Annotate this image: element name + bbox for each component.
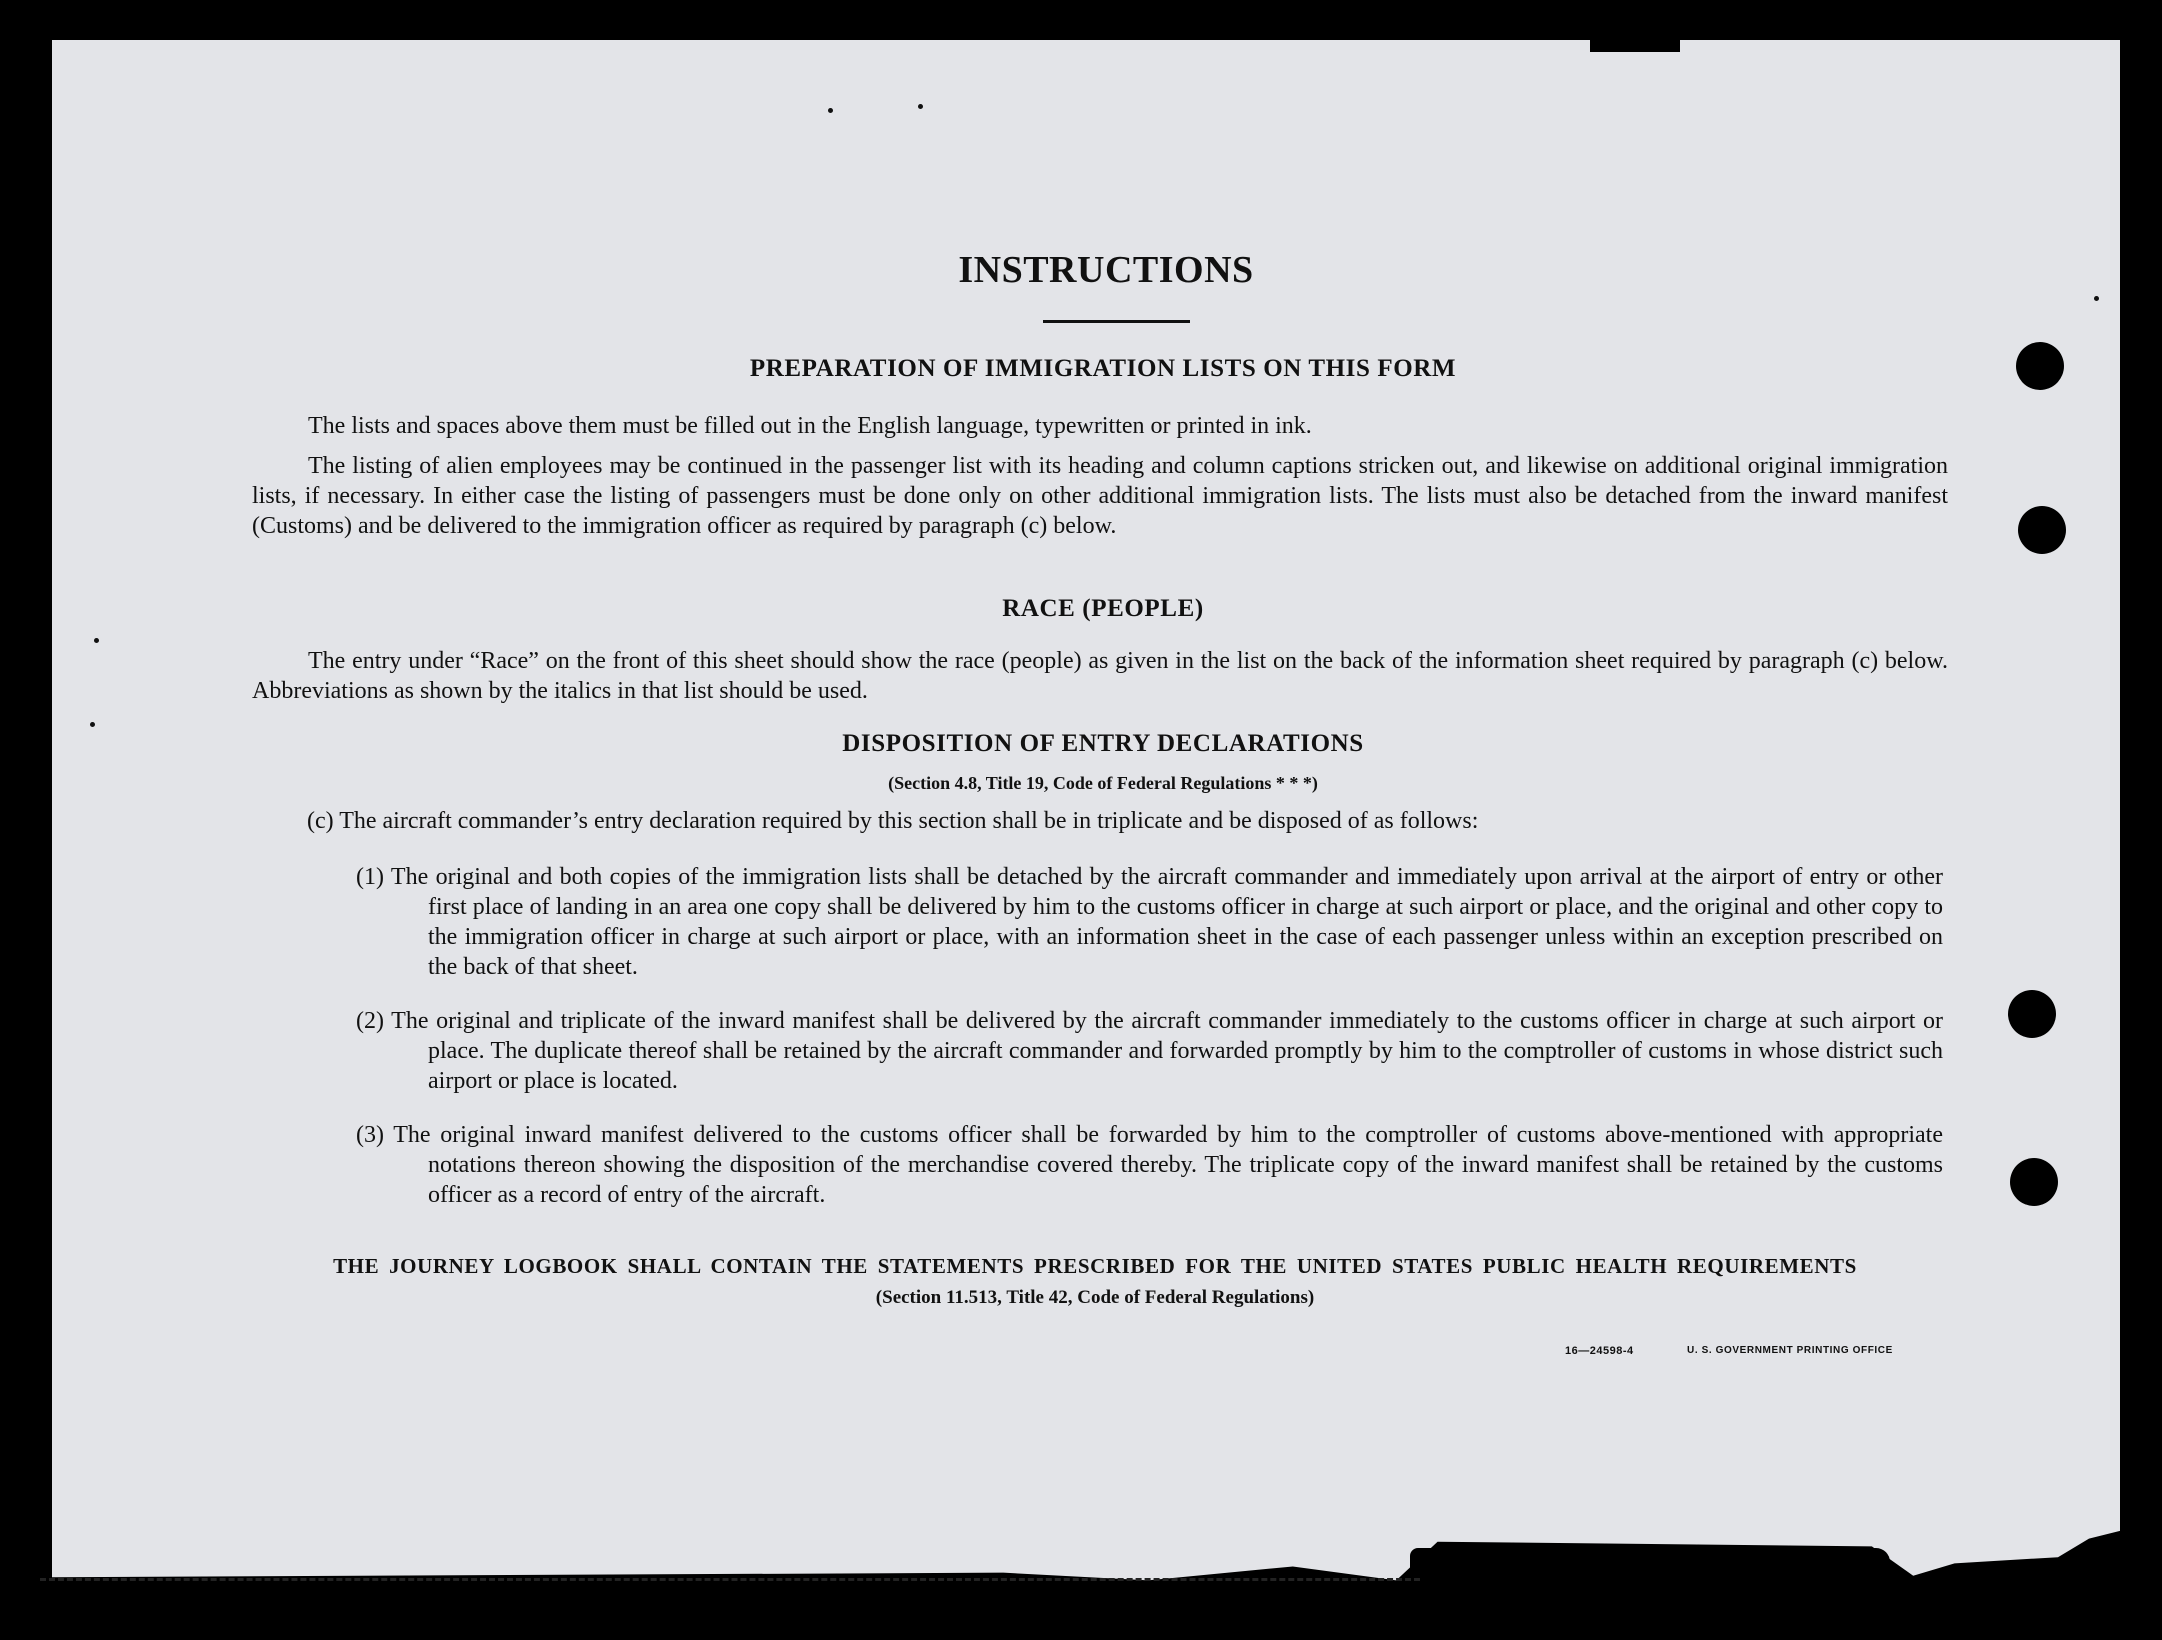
print-code: 16—24598-4 [1565, 1345, 1634, 1357]
paragraph-race: The entry under “Race” on the front of this sheet should show the race (people) as given in the list on the back of the information sheet required by paragraph (c) below. Abbreviations as shown by the italics in that list should be used. [252, 648, 1948, 704]
paragraph-language: The lists and spaces above them must be filled out in the English language, typewritten or printed in ink. [308, 413, 1312, 439]
printer-imprint: U. S. GOVERNMENT PRINTING OFFICE [1687, 1345, 1893, 1356]
section-heading-preparation: PREPARATION OF IMMIGRATION LISTS ON THIS FORM [749, 355, 1457, 382]
paragraph-alien-employees: The listing of alien employees may be continued in the passenger list with its heading and column captions stricken out, and likewise on additional original immigration lists, if necessary. In either case the listing of passengers must be done only on other additional immigration lists. The lists must also be detached from the inward manifest (Customs) and be delivered to the immigration officer as required by paragraph (c) below. [252, 453, 1948, 539]
footer-citation: (Section 11.513, Title 42, Code of Federal Regulations) [875, 1287, 1315, 1308]
list-item-1: (1) The original and both copies of the immigration lists shall be detached by the aircraft commander and immediately upon arrival at the airport of entry or other first place of landing in an area one copy shall be delivered by him to the customs officer in charge at such airport or place, and the original and other copy to the immigration officer in charge at such airport or place, with an information sheet in the case of each passenger unless within an exception prescribed on the back of that sheet. [356, 864, 1943, 980]
list-item-2: (2) The original and triplicate of the inward manifest shall be delivered by the aircraft commander immediately to the customs officer in charge at such airport or place. The duplicate thereof shall be retained by the aircraft commander and forwarded promptly by him to the comptroller of customs in whose district such airport or place is located. [356, 1008, 1943, 1094]
title-underline [1043, 320, 1190, 323]
page-title: INSTRUCTIONS [958, 249, 1254, 291]
list-item-3: (3) The original inward manifest delivered to the customs officer shall be forwarded by him to the comptroller of customs above-mentioned with appropriate notations thereon showing the disposition of the merchandise covered thereby. The triplicate copy of the inward manifest shall be retained by the customs officer as a record of entry of the aircraft. [356, 1122, 1943, 1208]
section-heading-race: RACE (PEOPLE) [1002, 595, 1204, 622]
paragraph-c: (c) The aircraft commander’s entry declaration required by this section shall be in triplicate and be disposed of as follows: [307, 808, 1479, 834]
citation-title-19: (Section 4.8, Title 19, Code of Federal Regulations * * *) [888, 773, 1318, 793]
section-heading-disposition: DISPOSITION OF ENTRY DECLARATIONS [842, 730, 1364, 757]
footer-statement: THE JOURNEY LOGBOOK SHALL CONTAIN THE STATEMENTS PRESCRIBED FOR THE UNITED STATES PUBLIC HEALTH REQUIREMENTS [333, 1254, 1857, 1278]
